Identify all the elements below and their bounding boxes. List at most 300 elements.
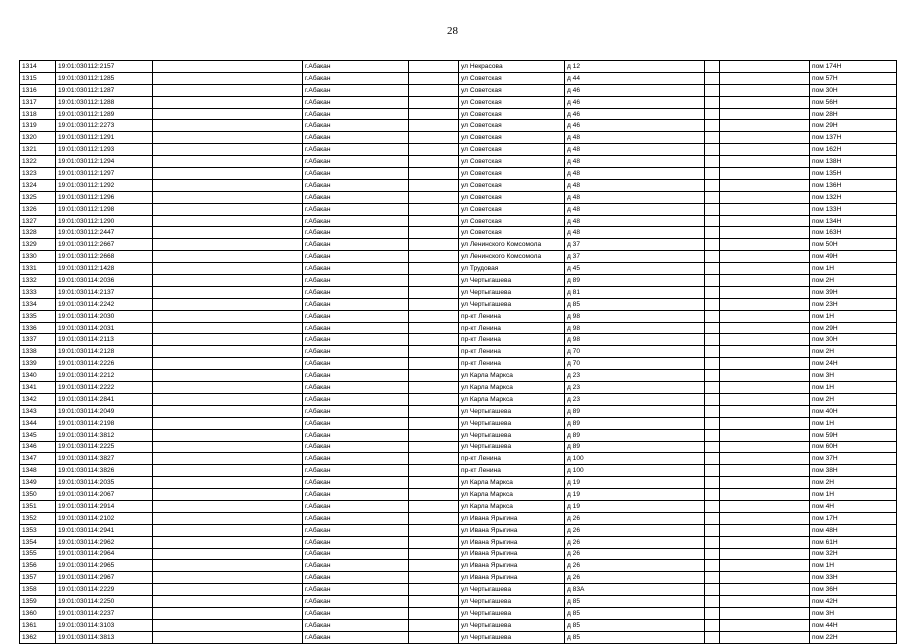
table-row bbox=[20, 358, 897, 370]
table-row bbox=[20, 441, 897, 453]
table-row bbox=[20, 619, 897, 631]
empty-cell bbox=[153, 168, 303, 180]
street-cell: ул Советская bbox=[459, 108, 565, 120]
table-row bbox=[20, 61, 897, 73]
city-cell: г.Абакан bbox=[303, 310, 409, 322]
empty-cell bbox=[409, 536, 459, 548]
city-cell: г.Абакан bbox=[303, 607, 409, 619]
empty-cell bbox=[153, 286, 303, 298]
premises-number-cell: пом 132Н bbox=[810, 191, 897, 203]
cadastral-number-cell: 19:01:030112:2668 bbox=[56, 251, 153, 263]
empty-cell bbox=[409, 251, 459, 263]
row-number-cell: 1354 bbox=[20, 536, 56, 548]
city-cell: г.Абакан bbox=[303, 84, 409, 96]
empty-cell bbox=[720, 239, 810, 251]
row-number-cell: 1321 bbox=[20, 144, 56, 156]
empty-cell bbox=[409, 72, 459, 84]
cadastral-number-cell: 19:01:030112:1293 bbox=[56, 144, 153, 156]
empty-cell bbox=[409, 298, 459, 310]
empty-cell bbox=[705, 358, 720, 370]
premises-number-cell: пом 2Н bbox=[810, 477, 897, 489]
empty-cell bbox=[409, 275, 459, 287]
premises-number-cell: пом 3Н bbox=[810, 370, 897, 382]
city-cell: г.Абакан bbox=[303, 263, 409, 275]
house-number-cell: д 70 bbox=[565, 358, 705, 370]
premises-number-cell: пом 56Н bbox=[810, 96, 897, 108]
empty-cell bbox=[705, 631, 720, 643]
empty-cell bbox=[705, 84, 720, 96]
empty-cell bbox=[720, 275, 810, 287]
table-row bbox=[20, 596, 897, 608]
premises-number-cell: пом 4Н bbox=[810, 500, 897, 512]
empty-cell bbox=[705, 263, 720, 275]
house-number-cell: д 48 bbox=[565, 179, 705, 191]
row-number-cell: 1318 bbox=[20, 108, 56, 120]
house-number-cell: д 89 bbox=[565, 275, 705, 287]
cadastral-number-cell: 19:01:030112:1290 bbox=[56, 215, 153, 227]
empty-cell bbox=[720, 263, 810, 275]
empty-cell bbox=[705, 239, 720, 251]
empty-cell bbox=[409, 84, 459, 96]
empty-cell bbox=[705, 382, 720, 394]
street-cell: ул Чертыгашева bbox=[459, 607, 565, 619]
row-number-cell: 1323 bbox=[20, 168, 56, 180]
premises-number-cell: пом 1Н bbox=[810, 382, 897, 394]
street-cell: пр-кт Ленина bbox=[459, 465, 565, 477]
table-row bbox=[20, 429, 897, 441]
city-cell: г.Абакан bbox=[303, 322, 409, 334]
street-cell: ул Трудовая bbox=[459, 263, 565, 275]
empty-cell bbox=[409, 548, 459, 560]
table-row bbox=[20, 512, 897, 524]
cadastral-number-cell: 19:01:030114:2198 bbox=[56, 417, 153, 429]
row-number-cell: 1350 bbox=[20, 489, 56, 501]
house-number-cell: д 48 bbox=[565, 144, 705, 156]
table-row bbox=[20, 417, 897, 429]
cadastral-number-cell: 19:01:030112:1287 bbox=[56, 84, 153, 96]
cadastral-number-cell: 19:01:030114:2128 bbox=[56, 346, 153, 358]
table-row bbox=[20, 453, 897, 465]
premises-number-cell: пом 1Н bbox=[810, 417, 897, 429]
cadastral-number-cell: 19:01:030114:3813 bbox=[56, 631, 153, 643]
empty-cell bbox=[153, 405, 303, 417]
premises-number-cell: пом 2Н bbox=[810, 393, 897, 405]
empty-cell bbox=[705, 334, 720, 346]
city-cell: г.Абакан bbox=[303, 191, 409, 203]
table-row bbox=[20, 536, 897, 548]
empty-cell bbox=[409, 227, 459, 239]
city-cell: г.Абакан bbox=[303, 179, 409, 191]
cadastral-number-cell: 19:01:030114:2967 bbox=[56, 572, 153, 584]
empty-cell bbox=[153, 203, 303, 215]
table-row bbox=[20, 346, 897, 358]
street-cell: ул Советская bbox=[459, 227, 565, 239]
house-number-cell: д 46 bbox=[565, 120, 705, 132]
empty-cell bbox=[153, 631, 303, 643]
empty-cell bbox=[409, 441, 459, 453]
premises-number-cell: пом 2Н bbox=[810, 275, 897, 287]
city-cell: г.Абакан bbox=[303, 168, 409, 180]
table-row bbox=[20, 560, 897, 572]
row-number-cell: 1349 bbox=[20, 477, 56, 489]
street-cell: ул Чертыгашева bbox=[459, 631, 565, 643]
empty-cell bbox=[153, 572, 303, 584]
empty-cell bbox=[409, 215, 459, 227]
row-number-cell: 1357 bbox=[20, 572, 56, 584]
house-number-cell: д 85 bbox=[565, 607, 705, 619]
street-cell: пр-кт Ленина bbox=[459, 453, 565, 465]
premises-number-cell: пом 163Н bbox=[810, 227, 897, 239]
row-number-cell: 1334 bbox=[20, 298, 56, 310]
premises-number-cell: пом 3Н bbox=[810, 607, 897, 619]
empty-cell bbox=[409, 429, 459, 441]
street-cell: ул Советская bbox=[459, 84, 565, 96]
empty-cell bbox=[153, 298, 303, 310]
empty-cell bbox=[720, 310, 810, 322]
city-cell: г.Абакан bbox=[303, 96, 409, 108]
cadastral-number-cell: 19:01:030114:2222 bbox=[56, 382, 153, 394]
street-cell: ул Карла Маркса bbox=[459, 477, 565, 489]
empty-cell bbox=[409, 334, 459, 346]
empty-cell bbox=[720, 203, 810, 215]
city-cell: г.Абакан bbox=[303, 239, 409, 251]
row-number-cell: 1320 bbox=[20, 132, 56, 144]
empty-cell bbox=[720, 619, 810, 631]
table-row bbox=[20, 322, 897, 334]
cadastral-number-cell: 19:01:030114:2036 bbox=[56, 275, 153, 287]
premises-number-cell: пом 28Н bbox=[810, 108, 897, 120]
city-cell: г.Абакан bbox=[303, 536, 409, 548]
empty-cell bbox=[153, 334, 303, 346]
empty-cell bbox=[720, 61, 810, 73]
city-cell: г.Абакан bbox=[303, 477, 409, 489]
table-row bbox=[20, 251, 897, 263]
premises-number-cell: пом 1Н bbox=[810, 263, 897, 275]
city-cell: г.Абакан bbox=[303, 120, 409, 132]
empty-cell bbox=[705, 536, 720, 548]
table-row bbox=[20, 144, 897, 156]
empty-cell bbox=[705, 144, 720, 156]
premises-number-cell: пом 1Н bbox=[810, 560, 897, 572]
empty-cell bbox=[720, 607, 810, 619]
empty-cell bbox=[720, 560, 810, 572]
house-number-cell: д 19 bbox=[565, 489, 705, 501]
street-cell: ул Советская bbox=[459, 203, 565, 215]
empty-cell bbox=[153, 72, 303, 84]
cadastral-number-cell: 19:01:030114:2841 bbox=[56, 393, 153, 405]
house-number-cell: д 26 bbox=[565, 512, 705, 524]
premises-number-cell: пом 137Н bbox=[810, 132, 897, 144]
premises-number-cell: пом 57Н bbox=[810, 72, 897, 84]
empty-cell bbox=[153, 263, 303, 275]
table-row bbox=[20, 215, 897, 227]
street-cell: ул Советская bbox=[459, 156, 565, 168]
empty-cell bbox=[409, 596, 459, 608]
empty-cell bbox=[705, 322, 720, 334]
table-row bbox=[20, 84, 897, 96]
row-number-cell: 1329 bbox=[20, 239, 56, 251]
empty-cell bbox=[705, 298, 720, 310]
street-cell: ул Чертыгашева bbox=[459, 619, 565, 631]
empty-cell bbox=[705, 465, 720, 477]
house-number-cell: д 19 bbox=[565, 477, 705, 489]
row-number-cell: 1361 bbox=[20, 619, 56, 631]
house-number-cell: д 100 bbox=[565, 465, 705, 477]
empty-cell bbox=[705, 215, 720, 227]
empty-cell bbox=[409, 346, 459, 358]
premises-number-cell: пом 37Н bbox=[810, 453, 897, 465]
empty-cell bbox=[720, 370, 810, 382]
empty-cell bbox=[409, 263, 459, 275]
premises-number-cell: пом 61Н bbox=[810, 536, 897, 548]
empty-cell bbox=[409, 179, 459, 191]
empty-cell bbox=[705, 370, 720, 382]
cadastral-number-cell: 19:01:030114:3103 bbox=[56, 619, 153, 631]
house-number-cell: д 89 bbox=[565, 429, 705, 441]
house-number-cell: д 23 bbox=[565, 370, 705, 382]
row-number-cell: 1326 bbox=[20, 203, 56, 215]
house-number-cell: д 98 bbox=[565, 322, 705, 334]
city-cell: г.Абакан bbox=[303, 631, 409, 643]
row-number-cell: 1319 bbox=[20, 120, 56, 132]
street-cell: ул Чертыгашева bbox=[459, 441, 565, 453]
empty-cell bbox=[409, 108, 459, 120]
city-cell: г.Абакан bbox=[303, 393, 409, 405]
street-cell: ул Ивана Ярыгина bbox=[459, 524, 565, 536]
premises-number-cell: пом 1Н bbox=[810, 310, 897, 322]
empty-cell bbox=[720, 191, 810, 203]
empty-cell bbox=[153, 382, 303, 394]
empty-cell bbox=[705, 61, 720, 73]
house-number-cell: д 46 bbox=[565, 108, 705, 120]
empty-cell bbox=[720, 465, 810, 477]
empty-cell bbox=[153, 607, 303, 619]
street-cell: ул Ивана Ярыгина bbox=[459, 536, 565, 548]
premises-number-cell: пом 60Н bbox=[810, 441, 897, 453]
premises-number-cell: пом 49Н bbox=[810, 251, 897, 263]
table-row bbox=[20, 370, 897, 382]
empty-cell bbox=[705, 477, 720, 489]
city-cell: г.Абакан bbox=[303, 596, 409, 608]
table-row bbox=[20, 286, 897, 298]
cadastral-number-cell: 19:01:030114:2102 bbox=[56, 512, 153, 524]
empty-cell bbox=[153, 310, 303, 322]
row-number-cell: 1328 bbox=[20, 227, 56, 239]
street-cell: ул Советская bbox=[459, 191, 565, 203]
empty-cell bbox=[720, 393, 810, 405]
house-number-cell: д 23 bbox=[565, 393, 705, 405]
city-cell: г.Абакан bbox=[303, 144, 409, 156]
empty-cell bbox=[720, 382, 810, 394]
table-row bbox=[20, 203, 897, 215]
empty-cell bbox=[720, 477, 810, 489]
empty-cell bbox=[153, 251, 303, 263]
empty-cell bbox=[705, 132, 720, 144]
empty-cell bbox=[705, 120, 720, 132]
empty-cell bbox=[720, 405, 810, 417]
row-number-cell: 1338 bbox=[20, 346, 56, 358]
empty-cell bbox=[153, 179, 303, 191]
house-number-cell: д 26 bbox=[565, 548, 705, 560]
empty-cell bbox=[153, 346, 303, 358]
house-number-cell: д 48 bbox=[565, 227, 705, 239]
cadastral-number-cell: 19:01:030112:1298 bbox=[56, 203, 153, 215]
house-number-cell: д 48 bbox=[565, 156, 705, 168]
house-number-cell: д 26 bbox=[565, 560, 705, 572]
premises-number-cell: пом 30Н bbox=[810, 84, 897, 96]
cadastral-number-cell: 19:01:030114:3827 bbox=[56, 453, 153, 465]
cadastral-number-cell: 19:01:030114:2941 bbox=[56, 524, 153, 536]
empty-cell bbox=[720, 358, 810, 370]
empty-cell bbox=[705, 572, 720, 584]
empty-cell bbox=[409, 203, 459, 215]
house-number-cell: д 100 bbox=[565, 453, 705, 465]
street-cell: ул Ивана Ярыгина bbox=[459, 512, 565, 524]
cadastral-number-cell: 19:01:030114:2226 bbox=[56, 358, 153, 370]
cadastral-number-cell: 19:01:030114:2242 bbox=[56, 298, 153, 310]
city-cell: г.Абакан bbox=[303, 441, 409, 453]
house-number-cell: д 23 bbox=[565, 382, 705, 394]
row-number-cell: 1324 bbox=[20, 179, 56, 191]
empty-cell bbox=[153, 132, 303, 144]
empty-cell bbox=[705, 584, 720, 596]
empty-cell bbox=[705, 524, 720, 536]
table-row bbox=[20, 393, 897, 405]
empty-cell bbox=[705, 168, 720, 180]
empty-cell bbox=[705, 500, 720, 512]
empty-cell bbox=[705, 203, 720, 215]
city-cell: г.Абакан bbox=[303, 358, 409, 370]
empty-cell bbox=[705, 453, 720, 465]
empty-cell bbox=[705, 393, 720, 405]
city-cell: г.Абакан bbox=[303, 512, 409, 524]
table-row bbox=[20, 263, 897, 275]
table-row bbox=[20, 607, 897, 619]
row-number-cell: 1322 bbox=[20, 156, 56, 168]
city-cell: г.Абакан bbox=[303, 215, 409, 227]
row-number-cell: 1348 bbox=[20, 465, 56, 477]
row-number-cell: 1341 bbox=[20, 382, 56, 394]
empty-cell bbox=[409, 370, 459, 382]
empty-cell bbox=[409, 477, 459, 489]
city-cell: г.Абакан bbox=[303, 346, 409, 358]
city-cell: г.Абакан bbox=[303, 548, 409, 560]
premises-number-cell: пом 59Н bbox=[810, 429, 897, 441]
premises-number-cell: пом 135Н bbox=[810, 168, 897, 180]
empty-cell bbox=[153, 548, 303, 560]
premises-number-cell: пом 23Н bbox=[810, 298, 897, 310]
street-cell: ул Советская bbox=[459, 179, 565, 191]
empty-cell bbox=[153, 215, 303, 227]
empty-cell bbox=[705, 512, 720, 524]
empty-cell bbox=[705, 286, 720, 298]
street-cell: ул Чертыгашева bbox=[459, 286, 565, 298]
empty-cell bbox=[153, 227, 303, 239]
cadastral-number-cell: 19:01:030114:2237 bbox=[56, 607, 153, 619]
table-row bbox=[20, 120, 897, 132]
row-number-cell: 1345 bbox=[20, 429, 56, 441]
cadastral-number-cell: 19:01:030114:2035 bbox=[56, 477, 153, 489]
city-cell: г.Абакан bbox=[303, 584, 409, 596]
empty-cell bbox=[705, 108, 720, 120]
house-number-cell: д 48 bbox=[565, 132, 705, 144]
empty-cell bbox=[153, 417, 303, 429]
cadastral-number-cell: 19:01:030114:2964 bbox=[56, 548, 153, 560]
page-number: 28 bbox=[447, 25, 458, 37]
street-cell: ул Карла Маркса bbox=[459, 370, 565, 382]
house-number-cell: д 48 bbox=[565, 191, 705, 203]
street-cell: ул Ленинского Комсомола bbox=[459, 251, 565, 263]
table-row bbox=[20, 548, 897, 560]
premises-number-cell: пом 136Н bbox=[810, 179, 897, 191]
premises-number-cell: пом 42Н bbox=[810, 596, 897, 608]
street-cell: пр-кт Ленина bbox=[459, 346, 565, 358]
table-row bbox=[20, 500, 897, 512]
table-row bbox=[20, 168, 897, 180]
house-number-cell: д 98 bbox=[565, 310, 705, 322]
house-number-cell: д 37 bbox=[565, 251, 705, 263]
empty-cell bbox=[720, 227, 810, 239]
table-row bbox=[20, 405, 897, 417]
street-cell: ул Некрасова bbox=[459, 61, 565, 73]
row-number-cell: 1331 bbox=[20, 263, 56, 275]
house-number-cell: д 89 bbox=[565, 441, 705, 453]
house-number-cell: д 26 bbox=[565, 536, 705, 548]
cadastral-number-cell: 19:01:030112:1297 bbox=[56, 168, 153, 180]
empty-cell bbox=[153, 441, 303, 453]
empty-cell bbox=[153, 61, 303, 73]
cadastral-number-cell: 19:01:030112:1289 bbox=[56, 108, 153, 120]
row-number-cell: 1356 bbox=[20, 560, 56, 572]
street-cell: ул Чертыгашева bbox=[459, 596, 565, 608]
empty-cell bbox=[153, 619, 303, 631]
table-row bbox=[20, 584, 897, 596]
row-number-cell: 1347 bbox=[20, 453, 56, 465]
empty-cell bbox=[409, 96, 459, 108]
cadastral-number-cell: 19:01:030112:1428 bbox=[56, 263, 153, 275]
empty-cell bbox=[720, 572, 810, 584]
street-cell: ул Советская bbox=[459, 72, 565, 84]
table-row bbox=[20, 179, 897, 191]
empty-cell bbox=[153, 524, 303, 536]
street-cell: ул Карла Маркса bbox=[459, 500, 565, 512]
empty-cell bbox=[409, 417, 459, 429]
empty-cell bbox=[705, 619, 720, 631]
empty-cell bbox=[153, 500, 303, 512]
premises-number-cell: пом 32Н bbox=[810, 548, 897, 560]
premises-number-cell: пом 134Н bbox=[810, 215, 897, 227]
cadastral-number-cell: 19:01:030112:1285 bbox=[56, 72, 153, 84]
empty-cell bbox=[153, 84, 303, 96]
street-cell: ул Ленинского Комсомола bbox=[459, 239, 565, 251]
empty-cell bbox=[153, 96, 303, 108]
empty-cell bbox=[720, 72, 810, 84]
empty-cell bbox=[720, 453, 810, 465]
empty-cell bbox=[705, 607, 720, 619]
empty-cell bbox=[705, 275, 720, 287]
cadastral-number-cell: 19:01:030114:2049 bbox=[56, 405, 153, 417]
house-number-cell: д 44 bbox=[565, 72, 705, 84]
row-number-cell: 1332 bbox=[20, 275, 56, 287]
table-row bbox=[20, 72, 897, 84]
city-cell: г.Абакан bbox=[303, 619, 409, 631]
city-cell: г.Абакан bbox=[303, 203, 409, 215]
street-cell: пр-кт Ленина bbox=[459, 310, 565, 322]
table-row bbox=[20, 524, 897, 536]
empty-cell bbox=[409, 144, 459, 156]
street-cell: ул Карла Маркса bbox=[459, 393, 565, 405]
empty-cell bbox=[153, 429, 303, 441]
